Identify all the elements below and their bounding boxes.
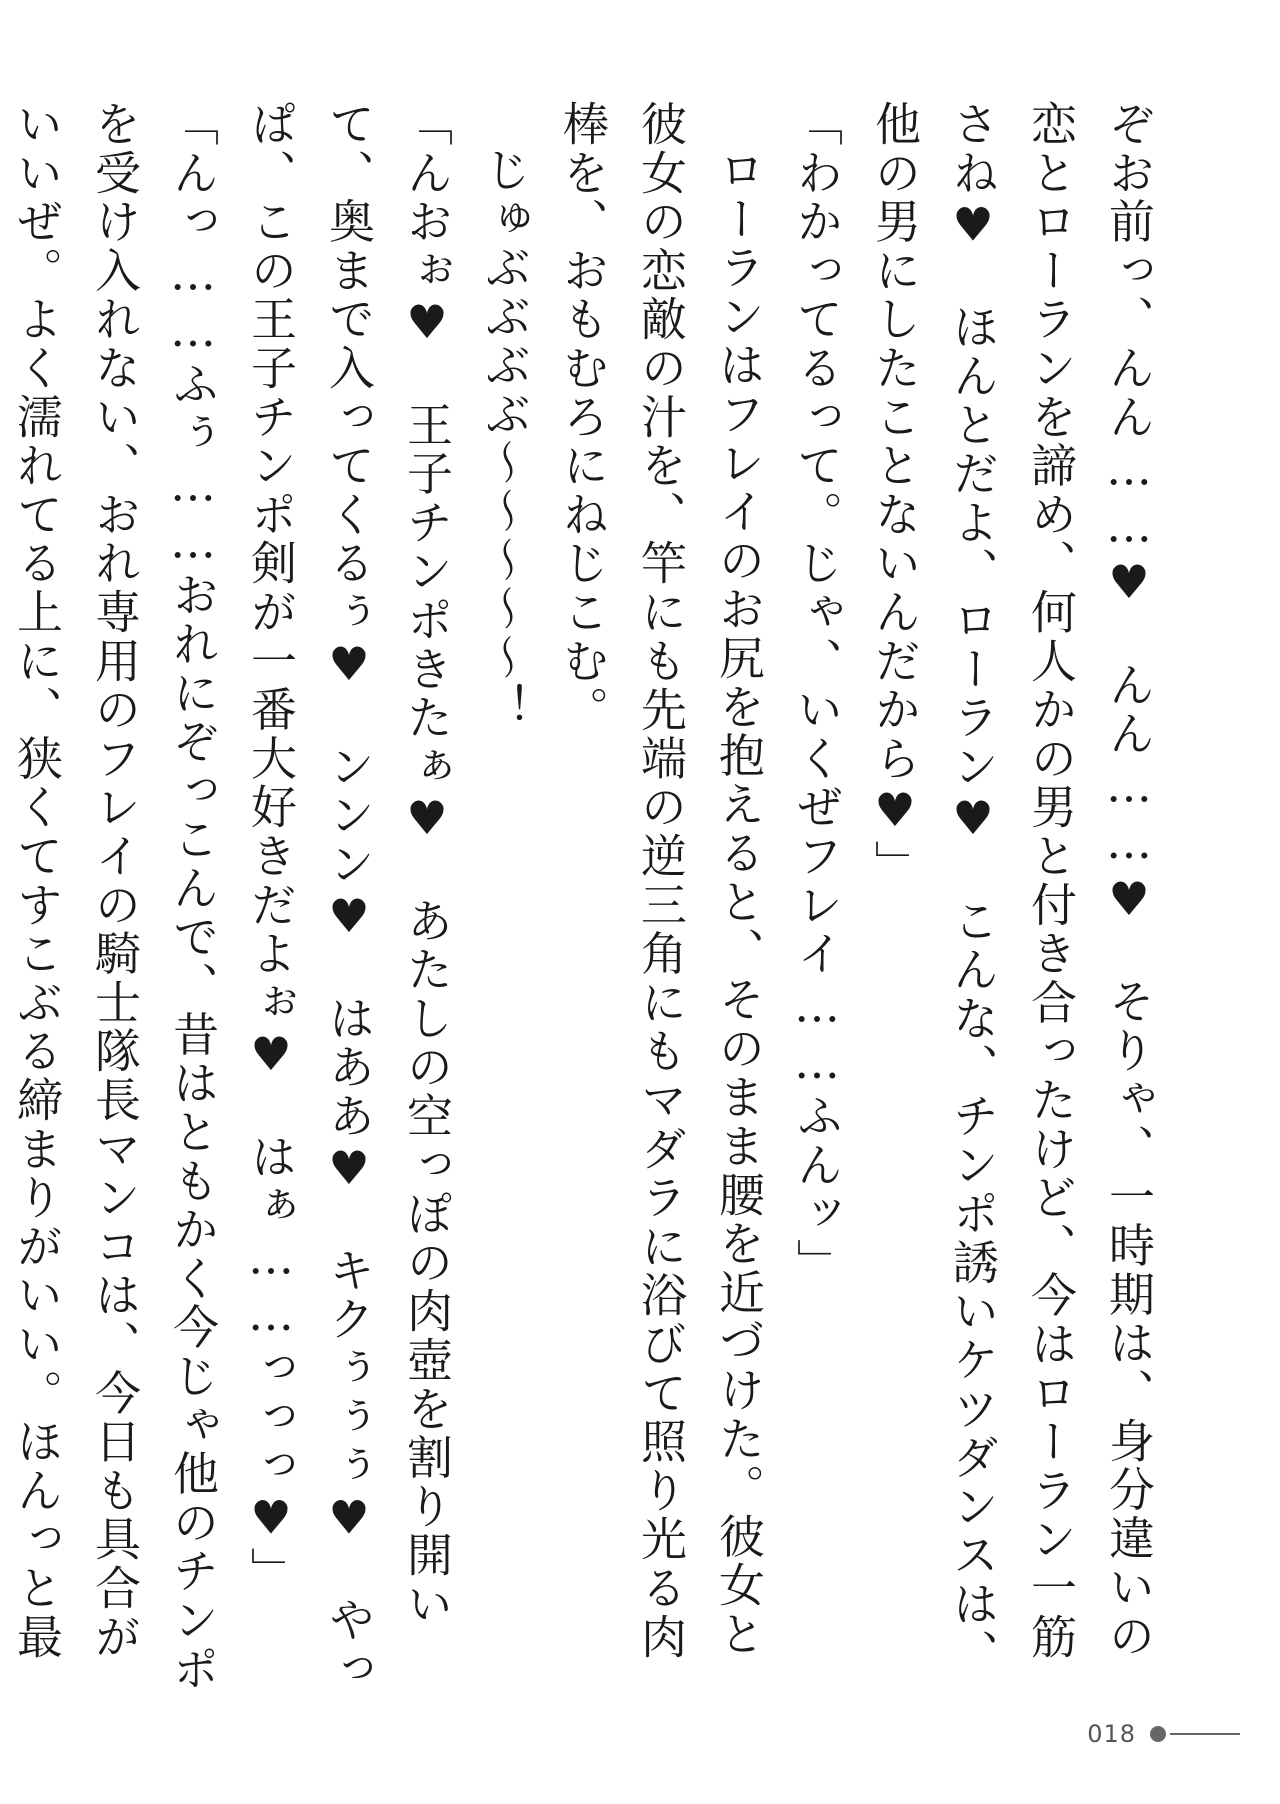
- vertical-text-body: [10, 100, 1168, 1700]
- page-number: 018: [1087, 1720, 1136, 1748]
- paragraph: 「わかってるって。じゃ、いくぜフレイ……ふんッ」: [790, 100, 844, 1288]
- page-marker-dot-icon: [1150, 1726, 1166, 1742]
- page-marker-line: [1170, 1733, 1240, 1735]
- paragraph: 「んっ……ふぅ……おれにぞっこんで、昔はともかく今じゃ他のチンポを受け入れない、おれ専用のフレイの騎士隊長マンコは、今日も具合がいいぜ。よく濡れてる上に、狭くてすこぶる締まりがいい。ほんっと最: [10, 100, 220, 1694]
- paragraph: ローランはフレイのお尻を抱えると、そのまま腰を近づけた。彼女と彼女の恋敵の汁を、竿にも先端の逆三角にもマダラに浴びて照り光る肉棒を、おもむろにねじこむ。: [556, 100, 766, 1662]
- page-footer: [1087, 1720, 1240, 1748]
- paragraph: ぞお前っ、んん……♥ んん……♥ そりゃ、一時期は、身分違いの恋とローランを諦め、何人かの男と付き合ったけど、今はローラン一筋さね♥ ほんとだよ、ローラン♥ こんな、チンポ誘いケツダンスは、他の男にしたことないんだから♥」: [868, 100, 1156, 1678]
- paragraph: 「んおぉ♥ 王子チンポきたぁ♥ あたしの空っぽの肉壺を割り開いて、奥まで入ってくるぅ♥ ンンン♥ はああ♥ キクぅぅぅ♥ やっぱ、この王子チンポ剣が一番大好きだよぉ♥ はぁ……っっっ♥」: [244, 100, 454, 1694]
- paragraph: じゅぶぶぶぶ〜〜〜〜〜！: [478, 146, 532, 732]
